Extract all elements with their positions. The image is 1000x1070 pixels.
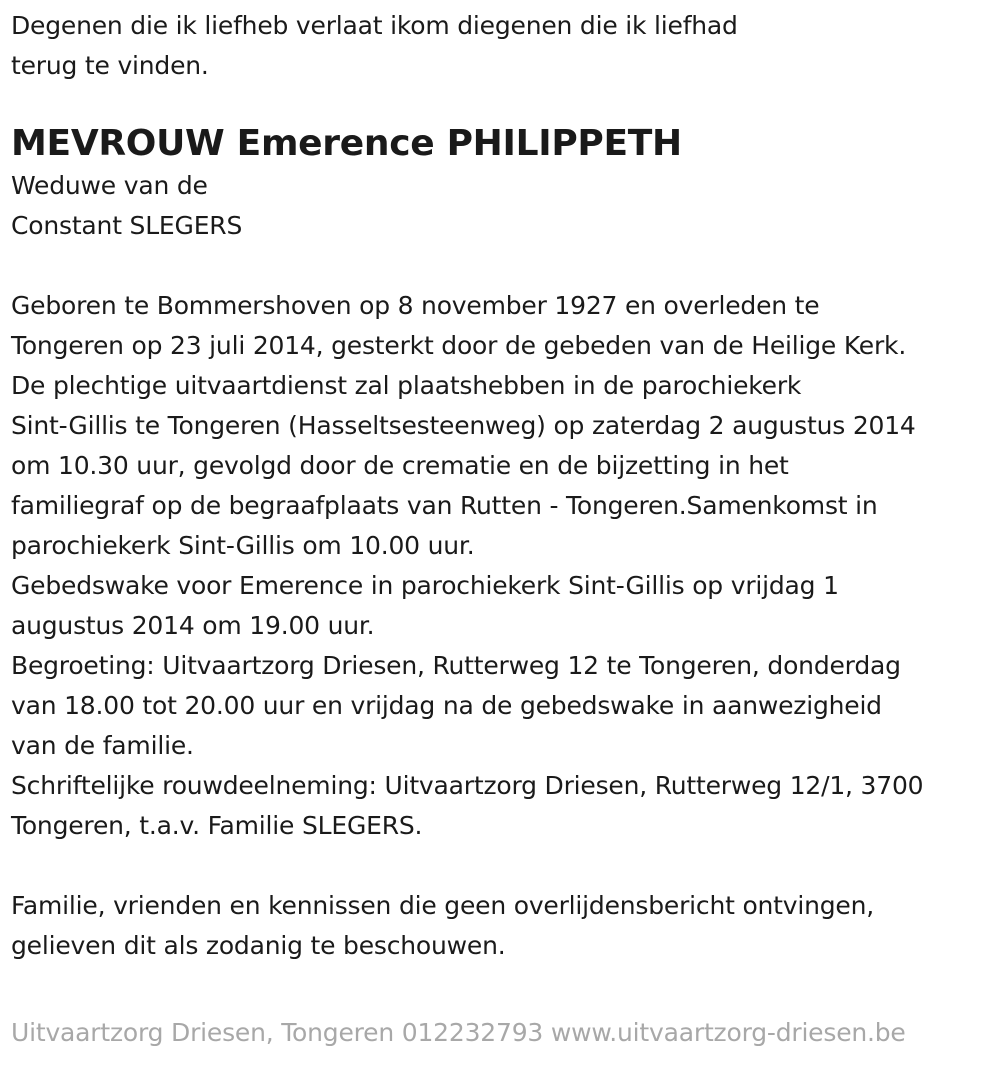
details-block [11,286,996,846]
details-line: De plechtige uitvaartdienst zal plaatshebben in de parochiekerk [11,371,802,400]
motto-quote [11,6,996,86]
details-line: Tongeren op 23 juli 2014, gesterkt door de gebeden van de Heilige Kerk. [11,331,907,360]
details-line: parochiekerk Sint-Gillis om 10.00 uur. [11,531,475,560]
spacer [11,246,996,286]
closing-line: gelieven dit als zodanig te beschouwen. [11,931,506,960]
details-line: Tongeren, t.a.v. Familie SLEGERS. [11,811,423,840]
relation-block [11,166,996,246]
relation-line: Weduwe van de [11,171,208,200]
relation-line: Constant SLEGERS [11,211,243,240]
closing-line: Familie, vrienden en kennissen die geen overlijdensbericht ontvingen, [11,891,875,920]
motto-line: Degenen die ik liefheb verlaat ikom diegenen die ik liefhad [11,11,738,40]
details-line: familiegraf op de begraafplaats van Rutten - Tongeren.Samenkomst in [11,491,878,520]
details-line: van de familie. [11,731,194,760]
details-line: augustus 2014 om 19.00 uur. [11,611,375,640]
obituary-notice [11,0,996,966]
funeral-home-footer: Uitvaartzorg Driesen, Tongeren 012232793 www.uitvaartzorg-driesen.be [11,1018,906,1047]
details-line: Gebedswake voor Emerence in parochiekerk Sint-Gillis op vrijdag 1 [11,571,839,600]
details-line: om 10.30 uur, gevolgd door de crematie en de bijzetting in het [11,451,789,480]
details-line: Schriftelijke rouwdeelneming: Uitvaartzorg Driesen, Rutterweg 12/1, 3700 [11,771,924,800]
details-line: Sint-Gillis te Tongeren (Hasseltsesteenweg) op zaterdag 2 augustus 2014 [11,411,916,440]
details-line: van 18.00 tot 20.00 uur en vrijdag na de gebedswake in aanwezigheid [11,691,882,720]
motto-line: terug te vinden. [11,51,209,80]
deceased-name: MEVROUW Emerence PHILIPPETH [11,123,682,164]
closing-block [11,886,996,966]
spacer [11,846,996,886]
details-line: Begroeting: Uitvaartzorg Driesen, Rutterweg 12 te Tongeren, donderdag [11,651,901,680]
details-line: Geboren te Bommershoven op 8 november 1927 en overleden te [11,291,820,320]
